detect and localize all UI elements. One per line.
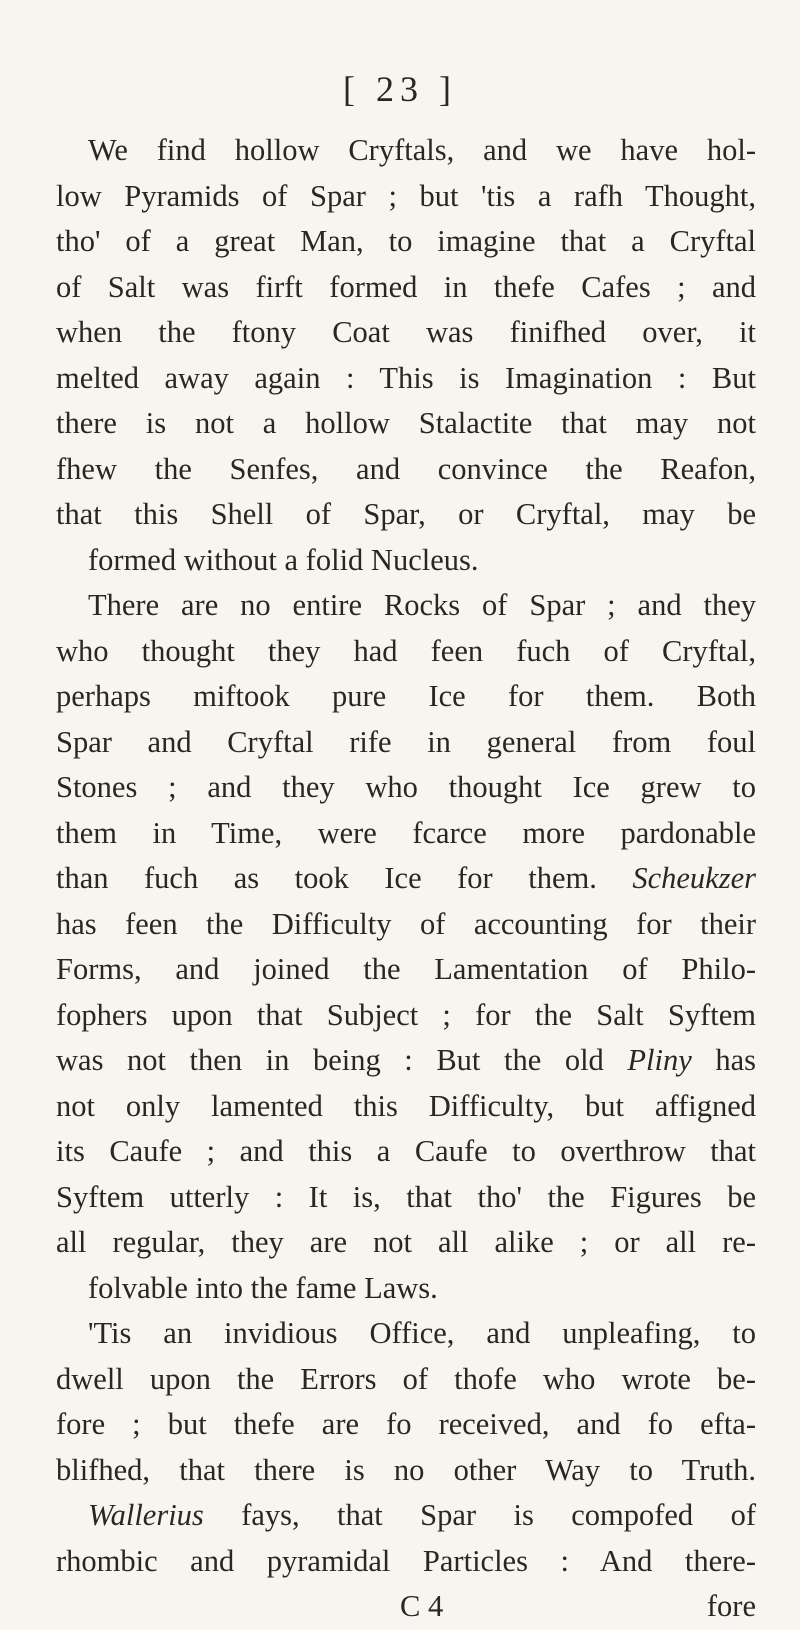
text-line: fore ; but thefe are fo received, and fo efta- <box>56 1407 756 1441</box>
text-line: was not then in being : But the old Pliny has <box>56 1043 756 1077</box>
italic-name: Scheukzer <box>632 861 756 895</box>
italic-name: Wallerius <box>88 1498 204 1532</box>
text-line: Stones ; and they who thought Ice grew to <box>56 770 756 804</box>
text-line: folvable into the fame Laws. <box>88 1270 438 1305</box>
text-line: that this Shell of Spar, or Cryftal, may be <box>56 497 756 531</box>
page-number: [ 23 ] <box>343 69 457 109</box>
text-line: its Caufe ; and this a Caufe to overthrow that <box>56 1134 756 1168</box>
text-line: blifhed, that there is no other Way to Truth. <box>56 1452 756 1487</box>
text-line: fhew the Senfes, and convince the Reafon, <box>56 451 756 486</box>
text-line: when the ftony Coat was finifhed over, it <box>56 315 756 349</box>
text-line: We find hollow Cryftals, and we have hol- <box>88 133 756 167</box>
text-line: Wallerius fays, that Spar is compofed of <box>88 1498 756 1532</box>
text-line: of Salt was firft formed in thefe Cafes ; and <box>56 269 756 304</box>
text-line: perhaps miftook pure Ice for them. Both <box>56 679 756 713</box>
text-line: dwell upon the Errors of thofe who wrote be- <box>56 1361 756 1396</box>
signature-mark: C 4 <box>400 1589 444 1623</box>
text-line: Forms, and joined the Lamentation of Philo- <box>56 952 756 986</box>
body-text <box>56 128 756 1630</box>
italic-name: Pliny <box>627 1043 692 1077</box>
page-footer <box>56 1584 756 1630</box>
text-line: fophers upon that Subject ; for the Salt Syftem <box>56 997 756 1032</box>
text-line: rhombic and pyramidal Particles : And there- <box>56 1543 756 1578</box>
text-line: low Pyramids of Spar ; but 'tis a rafh Thought, <box>56 178 756 213</box>
text-line: formed without a folid Nucleus. <box>88 542 479 577</box>
text-line: There are no entire Rocks of Spar ; and they <box>88 588 756 622</box>
text-line: 'Tis an invidious Office, and unpleafing, to <box>88 1316 756 1350</box>
text-line: all regular, they are not all alike ; or all re- <box>56 1225 756 1259</box>
text-line: Spar and Cryftal rife in general from foul <box>56 724 756 759</box>
catchword: fore <box>706 1589 756 1623</box>
text-line: than fuch as took Ice for them. Scheukzer <box>56 861 756 895</box>
text-line: melted away again : This is Imagination : But <box>56 360 756 395</box>
text-line: Syftem utterly : It is, that tho' the Figures be <box>56 1179 756 1214</box>
text-line: has feen the Difficulty of accounting for their <box>56 906 756 941</box>
text-line: there is not a hollow Stalactite that may not <box>56 406 756 440</box>
text-line: them in Time, were fcarce more pardonable <box>56 815 756 850</box>
text-line: not only lamented this Difficulty, but affigned <box>56 1088 756 1123</box>
text-line: tho' of a great Man, to imagine that a Cryftal <box>56 224 756 258</box>
text-line: who thought they had feen fuch of Cryftal, <box>56 633 756 668</box>
